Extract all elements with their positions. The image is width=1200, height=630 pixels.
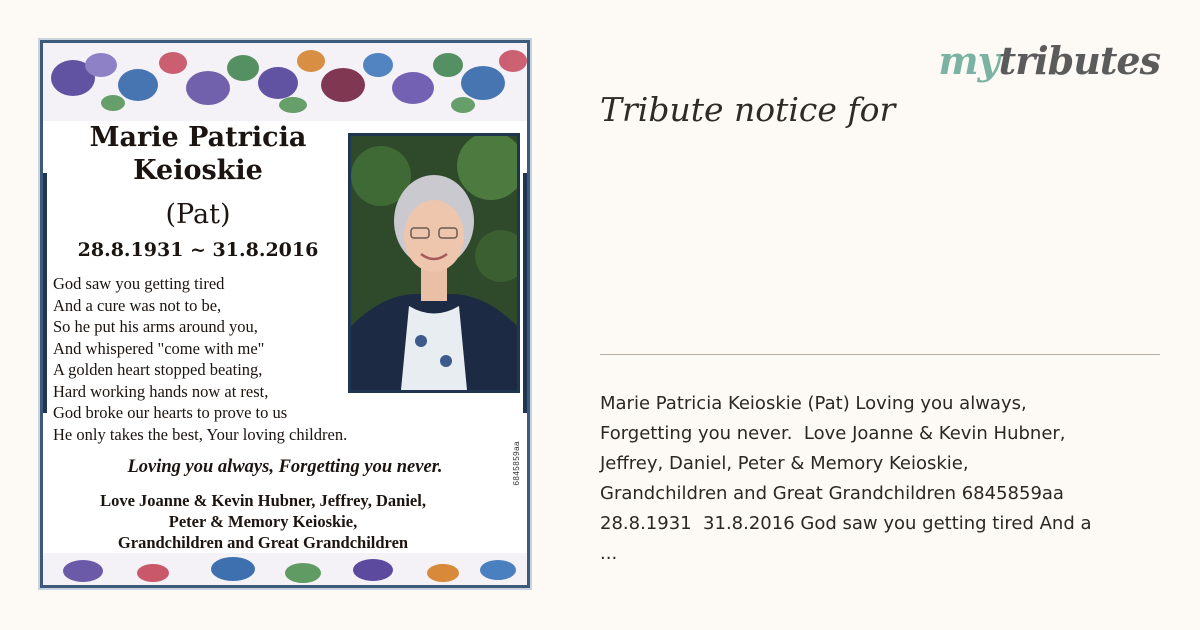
mytributes-logo[interactable] xyxy=(938,38,1160,83)
right-border-rule xyxy=(523,173,527,413)
floral-border-top xyxy=(43,43,527,121)
poem-line: And a cure was not to be, xyxy=(53,295,222,315)
deceased-name xyxy=(53,121,343,187)
poem-line: A golden heart stopped beating, xyxy=(53,360,263,379)
portrait-photo xyxy=(348,133,520,393)
tribute-notice-image[interactable] xyxy=(40,40,530,588)
tribute-excerpt: Marie Patricia Keioskie (Pat) Loving you always, Forgetting you never. Love Joanne & Kevin Hubner, Jeffrey, Daniel, Peter & Memory Keioskie, Grandchildren and Great Grandchildren 6845859aa 28.8.1931 31.8.2016 God saw you getting tired And a ... xyxy=(600,393,1092,564)
name-line-1: Marie Patricia xyxy=(89,122,307,153)
logo-tributes: tributes xyxy=(998,38,1160,83)
section-divider xyxy=(600,354,1160,355)
life-dates: 28.8.1931 ~ 31.8.2016 xyxy=(77,239,319,261)
portrait-illustration xyxy=(351,136,517,390)
poem-line: God saw you getting tired xyxy=(53,274,225,293)
left-border-rule xyxy=(43,173,47,413)
deceased-nickname: (Pat) xyxy=(165,199,231,230)
floral-border-bottom xyxy=(43,553,527,585)
signature-line: Grandchildren and Great Grandchildren xyxy=(117,533,409,552)
logo-my: my xyxy=(938,38,999,83)
page-title: Tribute notice for xyxy=(600,90,896,129)
family-signature xyxy=(73,490,453,553)
poem-line: God broke our hearts to prove to us xyxy=(53,403,288,422)
signature-line: Peter & Memory Keioskie, xyxy=(168,512,358,531)
signature-line: Love Joanne & Kevin Hubner, Jeffrey, Daniel, xyxy=(100,491,426,510)
poem-line: Hard working hands now at rest, xyxy=(53,381,269,401)
poem-line: And whispered "come with me" xyxy=(53,338,265,358)
name-line-2: Keioskie xyxy=(133,155,263,186)
memorial-motto: Loving you always, Forgetting you never. xyxy=(127,457,443,477)
notice-reference-code: 6845859aa xyxy=(512,441,521,486)
poem-line: He only takes the best, Your loving children. xyxy=(53,424,348,444)
poem-line: So he put his arms around you, xyxy=(53,317,258,336)
